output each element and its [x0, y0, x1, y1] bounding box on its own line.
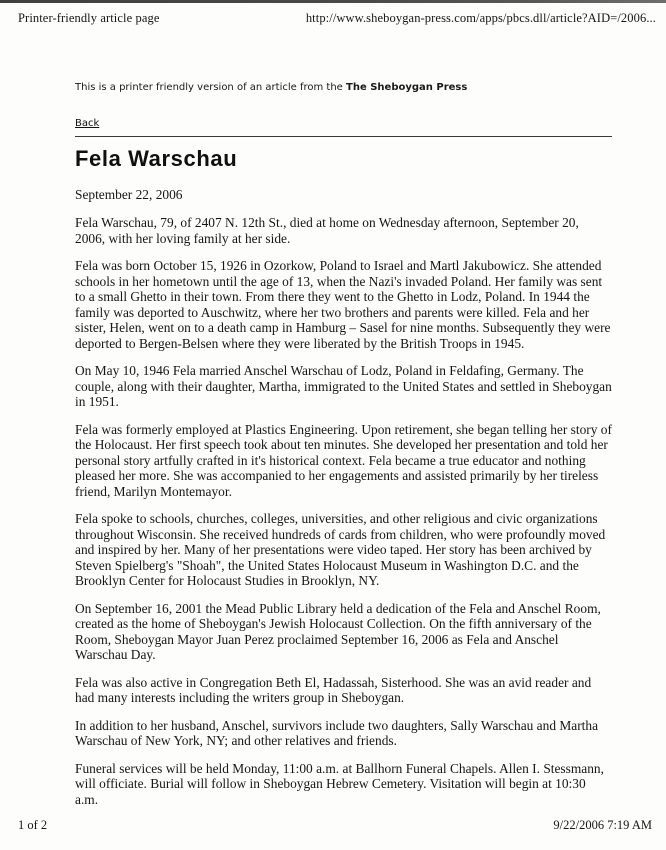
paragraph-6: On September 16, 2001 the Mead Public Library held a dedication of the Fela and Anschel Room, created as the home of Sheboygan's Jewish Holocaust Collection. On the fifth anniversary of the Room, Sheboygan Mayor Juan Perez proclaimed September 16, 2006 as Fela and Anschel Warschau Day. — [75, 600, 601, 662]
paragraph-1: Fela Warschau, 79, of 2407 N. 12th St., died at home on Wednesday afternoon, September 20, 2006, with her loving family at her side. — [75, 215, 579, 246]
intro-text: This is a printer friendly version of an article from the — [75, 82, 347, 93]
print-header-title: Printer-friendly article page — [18, 11, 160, 25]
paragraph-7: Fela was also active in Congregation Beth El, Hadassah, Sisterhood. She was an avid reader and had many interests including the writers group in Sheboygan. — [75, 674, 592, 705]
print-header-url: http://www.sheboygan-press.com/apps/pbcs.dll/article?AID=/2006... — [305, 11, 656, 25]
print-footer — [18, 818, 652, 833]
article-title: Fela Warschau — [75, 146, 238, 171]
intro-source-name: The Sheboygan Press — [346, 82, 468, 93]
back-link[interactable]: Back — [75, 118, 100, 129]
scan-artifact-top-edge — [0, 0, 666, 3]
paragraph-3: On May 10, 1946 Fela married Anschel Warschau of Lodz, Poland in Feldafing, Germany. The couple, along with their daughter, Martha, immigrated to the United States and settled in Sheboygan in 1951. — [75, 363, 612, 409]
paragraph-9: Funeral services will be held Monday, 11:00 a.m. at Ballhorn Funeral Chapels. Allen I. Stessmann, will officiate. Burial will follow in Sheboygan Hebrew Cemetery. Visitation will begin at 10:30 a.m. — [75, 760, 604, 807]
divider-rule — [75, 136, 612, 137]
paragraph-5: Fela spoke to schools, churches, colleges, universities, and other religious and civic organizations throughout Wisconsin. She received hundreds of cards from children, who were profoundly moved and inspired by her. Many of her presentations were video taped. Her story has been archived by Steven Spielberg's "Shoah", the United States Holocaust Museum in Washington D.C. and the Brooklyn Center for Holocaust Studies in Brooklyn, NY. — [75, 511, 606, 588]
paragraph-8: In addition to her husband, Anschel, survivors include two daughters, Sally Warschau and Martha Warschau of New York, NY; and other relatives and friends. — [75, 717, 599, 748]
article-content — [75, 76, 612, 807]
print-header — [18, 11, 656, 26]
print-timestamp: 9/22/2006 7:19 AM — [553, 818, 652, 832]
paragraph-2: Fela was born October 15, 1926 in Ozorkow, Poland to Israel and Martl Jakubowicz. She attended schools in her hometown until the age of 13, when the Nazi's invaded Poland. Her family was sent to a small Ghetto in their town. From there they went to the Ghetto in Lodz, Poland. In 1944 the family was deported to Auschwitz, where her two brothers and parents were killed. Fela and her sister, Helen, went on to a death camp in Hamburg – Sasel for nine months. Subsequently they were deported to Bergen-Belsen where they were liberated by the British Troops in 1945. — [75, 258, 611, 351]
page-number: 1 of 2 — [18, 818, 48, 832]
intro-line — [75, 82, 612, 93]
paragraph-4: Fela was formerly employed at Plastics Engineering. Upon retirement, she began telling her story of the Holocaust. Her first speech took about ten minutes. She developed her presentation and told her personal story artfully crafted in it's historical context. Fela became a true educator and nothing pleased her more. She was accompanied to her engagements and assisted primarily by her tireless friend, Marilyn Montemayor. — [75, 421, 612, 499]
article-date: September 22, 2006 — [75, 187, 183, 202]
